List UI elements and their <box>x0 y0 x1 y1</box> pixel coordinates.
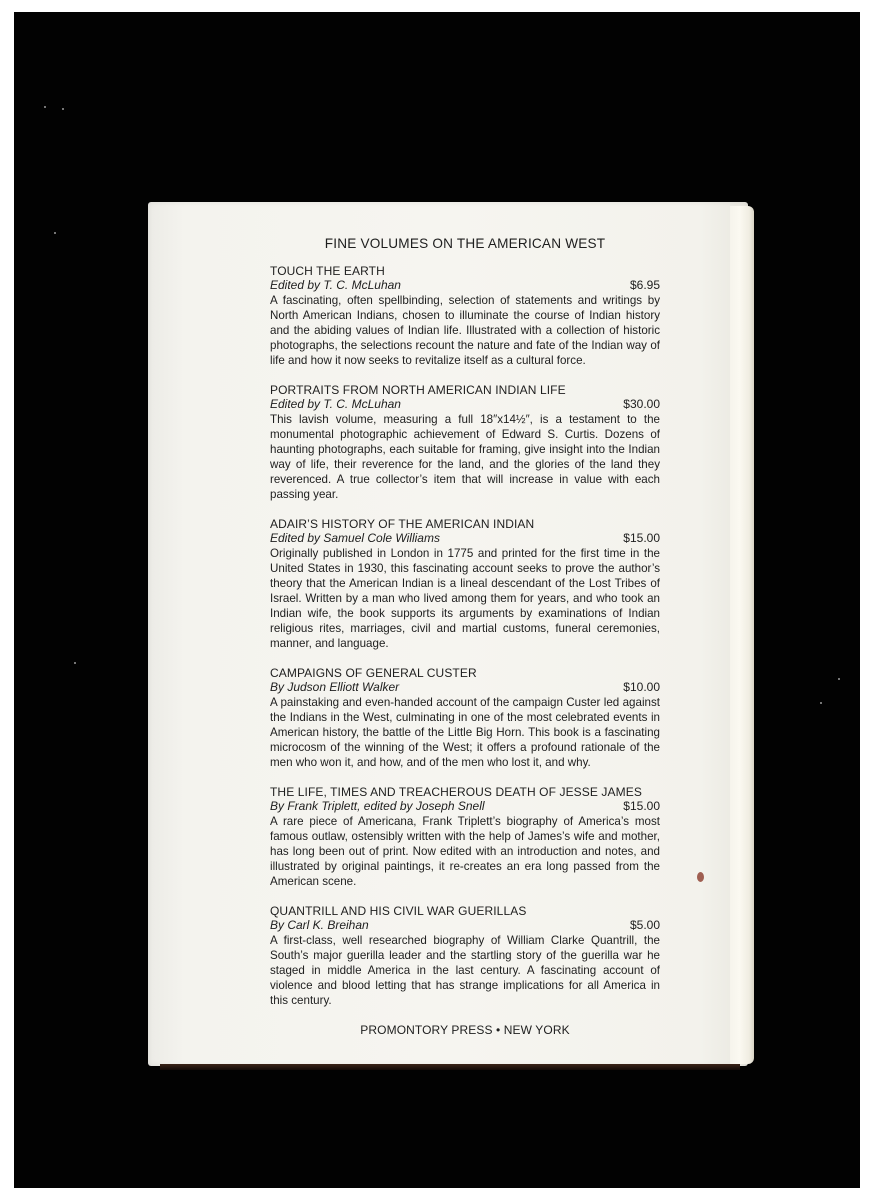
book-title: TOUCH THE EARTH <box>270 264 385 278</box>
book-byline <box>270 278 660 292</box>
dust-speck <box>44 106 46 108</box>
book-entry-custer <box>270 666 660 770</box>
dust-speck <box>838 678 840 680</box>
book-entry-quantrill <box>270 904 660 1008</box>
book-price: $15.00 <box>623 531 660 545</box>
book-editor: Edited by T. C. McLuhan <box>270 397 401 411</box>
book-editor: Edited by T. C. McLuhan <box>270 278 401 292</box>
book-title: CAMPAIGNS OF GENERAL CUSTER <box>270 666 477 680</box>
book-price: $6.95 <box>629 278 660 292</box>
book-byline <box>270 918 660 932</box>
book-entry-portraits <box>270 383 660 502</box>
book-editor: By Judson Elliott Walker <box>270 680 400 694</box>
publisher-imprint: PROMONTORY PRESS • NEW YORK <box>360 1023 570 1037</box>
dust-speck <box>820 702 822 704</box>
book-byline <box>270 397 660 411</box>
book-description: Originally published in London in 1775 and printed for the first time in the United States in 1930, this fascinating account seeks to prove the author’s theory that the American Indian is a lineal descendant of the Lost Tribes of Israel. Written by a man who lived among them for years, and who took an Indian wife, the book supports its arguments by examinations of Indian religious rites, marriages, civil and martial customs, funeral ceremonies, manner, and language. <box>270 547 660 650</box>
book-byline <box>270 799 660 813</box>
jacket-stain <box>697 872 704 882</box>
book-entry-adairs-history <box>270 517 660 651</box>
book-editor: By Carl K. Breihan <box>270 918 369 932</box>
book-bottom-edge <box>160 1064 740 1070</box>
book-entry-touch-the-earth <box>270 264 660 368</box>
book-entry-jesse-james <box>270 785 660 889</box>
book-editor: By Frank Triplett, edited by Joseph Snell <box>270 799 485 813</box>
dust-speck <box>54 232 56 234</box>
book-description: A painstaking and even-handed account of the campaign Custer led against the Indians in the West, culminating in one of the most celebrated events in American history, the battle of the Little Big Horn. This book is a fascinating microcosm of the winning of the West; it offers a profound rationale of the men who won it, and how, and of the men who lost it, and why. <box>270 696 660 769</box>
page-title: FINE VOLUMES ON THE AMERICAN WEST <box>324 236 606 251</box>
book-description: A first-class, well researched biography of William Clarke Quantrill, the South’s major guerilla leader and the startling story of the guerilla war he staged in middle America in the last century. A fascinating account of violence and blood letting that has strange implications for all America in this century. <box>270 934 660 1007</box>
book-description: A fascinating, often spellbinding, selection of statements and writings by North American Indians, chosen to illuminate the course of Indian history and the abiding values of Indian life. Illustrated with a collection of historic photographs, the selections recount the nature and fate of the Indian way of life and how it now seeks to revitalize itself as a cultural force. <box>270 294 660 367</box>
book-price: $5.00 <box>629 918 660 932</box>
book-title: ADAIR’S HISTORY OF THE AMERICAN INDIAN <box>270 517 535 531</box>
book-price: $15.00 <box>623 799 660 813</box>
book-title: THE LIFE, TIMES AND TREACHEROUS DEATH OF JESSE JAMES <box>270 785 642 799</box>
book-editor: Edited by Samuel Cole Williams <box>270 531 440 545</box>
book-byline <box>270 531 660 545</box>
book-title: QUANTRILL AND HIS CIVIL WAR GUERILLAS <box>270 904 527 918</box>
book-price: $10.00 <box>623 680 660 694</box>
dust-speck <box>62 108 64 110</box>
book-price: $30.00 <box>623 397 660 411</box>
jacket-spine-fold <box>730 206 754 1064</box>
book-title: PORTRAITS FROM NORTH AMERICAN INDIAN LIFE <box>270 383 566 397</box>
book-byline <box>270 680 660 694</box>
dust-speck <box>74 662 76 664</box>
book-description: This lavish volume, measuring a full 18″x14½″, is a testament to the monumental photographic achievement of Edward S. Curtis. Dozens of haunting photographs, each suitable for framing, give insight into the Indian way of life, their reverence for the land, and the glories of the land they reverenced. A true collector’s item that will increase in value with each passing year. <box>270 413 660 501</box>
jacket-text <box>270 236 660 1037</box>
book-description: A rare piece of Americana, Frank Triplett’s biography of America’s most famous outlaw, ostensibly written with the help of James’s wife and mother, has long been out of print. Now edited with an introduction and notes, and illustrated by original paintings, it re-creates an era long passed from the American scene. <box>270 815 660 888</box>
